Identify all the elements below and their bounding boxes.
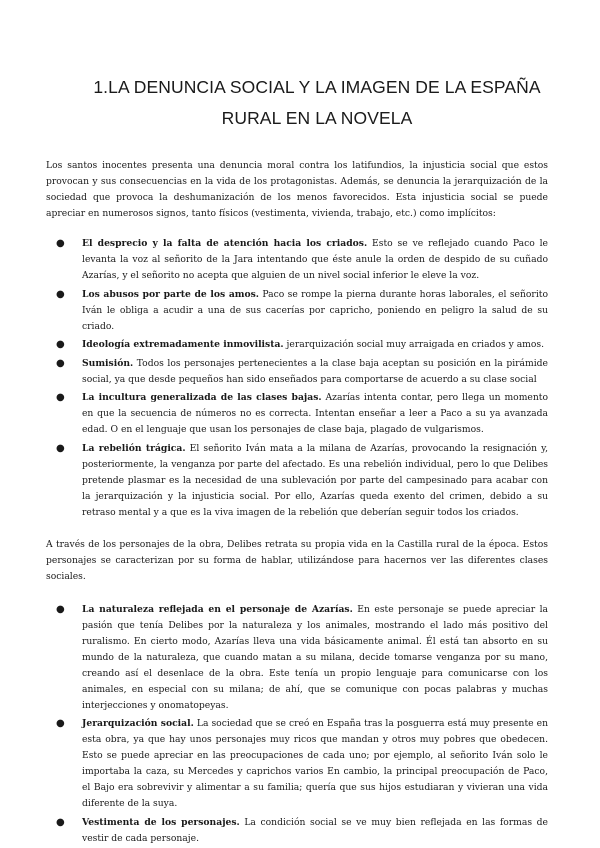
item-text: El señorito Iván mata a la milana de Azarías, provocando la resignación y, posteriormente, la venganza por parte del afectado. Es una rebelión individual, pero lo que Delibes pretende plasmar es la necesidad de una sublevación por parte del campesinado para acabar con la jerarquización y la injusticia social. Por ello, Azarías queda exento del crimen, debido a su retraso mental y a que es la viva imagen de la rebelión que deberían seguir todos los criados. [82,442,548,518]
item-heading: Vestimenta de los personajes. [82,816,240,828]
list-item [56,716,548,812]
item-heading: La rebelión trágica. [82,442,186,454]
item-text: Paco se rompe la pierna durante horas laborales, el señorito Iván le obliga a acudir a una de sus cacerías por capricho, poniendo en peligro la salud de su criado. [82,288,548,332]
item-text: jerarquización social muy arraigada en criados y amos. [283,339,545,350]
title-line-1: 1.LA DENUNCIA SOCIAL Y LA IMAGEN DE LA ESPAÑA [93,77,541,97]
item-text: La sociedad que se creó en España tras la posguerra está muy presente en esta obra, ya que hay unos personajes muy ricos que mandan y otros muy pobres que obedecen. Esto se puede apreciar en las preocupaciones de cada uno; por ejemplo, al señorito Iván solo le importaba la caza, su Mercedes y caprichos varios En cambio, la principal preocupación de Paco, el Bajo era sobrevivir y alimentar a su familia; quería que sus hijos estudiaran y vivieran una vida diferente de la suya. [82,718,548,809]
item-text: Todos los personajes pertenecientes a la clase baja aceptan su posición en la pirámide social, ya que desde pequeños han sido enseñados para comportarse de acuerdo a su clase social [82,357,548,385]
item-heading: La naturaleza reflejada en el personaje de Azarías. [82,603,353,615]
item-heading: Jerarquización social. [82,718,194,729]
item-text: La condición social se ve muy bien reflejada en las formas de vestir de cada personaje. [82,816,548,844]
item-text: Azarías intenta contar, pero llega un momento en que la secuencia de números no es correcta. Intentan enseñar a leer a Paco a su ya avanzada edad. O en el lenguaje que usan los personajes de clase baja, plagado de vulgarismos. [82,392,548,435]
signs-list [46,236,548,521]
list-item [56,815,548,847]
bullet-icon: ● [56,816,65,828]
list-item [56,236,548,284]
title-line-2: RURAL EN LA NOVELA [221,108,413,128]
bullet-icon: ● [56,718,65,729]
item-heading: La incultura generalizada de las clases bajas. [82,392,322,403]
list-item [56,337,548,353]
bullet-icon: ● [56,442,65,454]
list-item [56,356,548,388]
characters-list [46,602,548,847]
characters-paragraph: A través de los personajes de la obra, Delibes retrata su propia vida en la Castilla rural de la época. Estos personajes se caracterizan por su forma de hablar, utilizándose para hacernos ver las diferentes clases sociales. [46,538,548,582]
item-heading: El desprecio y la falta de atención hacia los criados. [82,238,368,249]
bullet-icon: ● [56,357,65,369]
item-heading: Ideología extremadamente inmovilista. [82,339,284,350]
list-item [56,390,548,438]
list-item [56,441,548,521]
bullet-icon: ● [56,339,65,350]
bullet-icon: ● [56,288,65,300]
bullet-icon: ● [56,392,65,403]
intro-paragraph: Los santos inocentes presenta una denuncia moral contra los latifundios, la injusticia social que estos provocan y sus consecuencias en la vida de los protagonistas. Además, se denuncia la jerarquización de la sociedad que provoca la deshumanización de los menos favorecidos. Esta injusticia social se puede apreciar en numerosos signos, tanto físicos (vestimenta, vivienda, trabajo, etc.) como implícitos: [46,160,548,219]
item-heading: Los abusos por parte de los amos. [82,288,259,300]
item-text: Esto se ve reflejado cuando Paco le levanta la voz al señorito de la Jara intentando que éste anule la orden de despido de su cuñado Azarías, y el señorito no acepta que alguien de un nivel social inferior le eleve la voz. [82,238,548,281]
list-item [56,602,549,714]
list-item [56,287,548,335]
page-title [86,72,548,134]
bullet-icon: ● [56,238,65,249]
bullet-icon: ● [56,603,65,615]
item-text: En este personaje se puede apreciar la pasión que tenía Delibes por la naturaleza y los animales, mostrando el lado más positivo del ruralismo. En cierto modo, Azarías lleva una vida básicamente animal. Él está tan absorto en su mundo de la naturaleza, que cuando matan a su milana, decide tomarse venganza por su mano, creando así el desenlace de la obra. Este tenía un propio lenguaje para comunicarse con los animales, en especial con su milana; de ahí, que se comunique con pocas palabras y muchas interjecciones y onomatopeyas. [82,603,549,711]
item-heading: Sumisión. [82,357,134,369]
